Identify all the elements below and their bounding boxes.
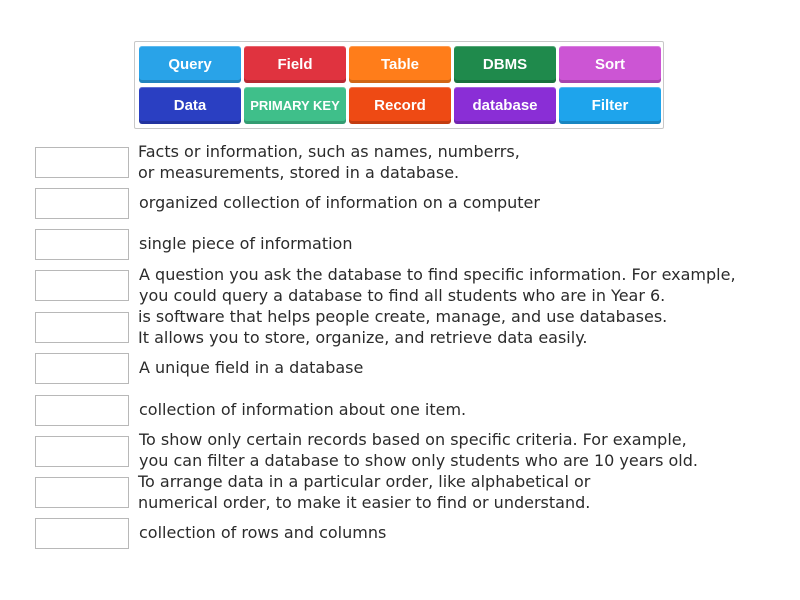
definition-text: single piece of information (139, 234, 353, 253)
definition-text: To arrange data in a particular order, like alphabetical or numerical order, to make it easier to find or understand. (138, 472, 591, 512)
answer-drop-box[interactable] (35, 353, 129, 384)
answer-drop-box[interactable] (35, 270, 129, 301)
answer-tile-bank (134, 41, 664, 129)
definition-text: A unique field in a database (139, 358, 364, 377)
answer-drop-box[interactable] (35, 436, 129, 467)
tile-record[interactable]: Record (349, 87, 451, 124)
definition-text: To show only certain records based on specific criteria. For example, you can filter a database to show only students who are 10 years old. (139, 430, 698, 470)
answer-drop-box[interactable] (35, 229, 129, 260)
definition-text: is software that helps people create, manage, and use databases. It allows you to store, organize, and retrieve data easily. (138, 307, 668, 347)
definition-text: organized collection of information on a computer (139, 193, 540, 212)
tile-dbms[interactable]: DBMS (454, 46, 556, 83)
definition-text: Facts or information, such as names, numberrs, or measurements, stored in a database. (138, 142, 520, 182)
tile-primary-key[interactable]: PRIMARY KEY (244, 87, 346, 124)
answer-drop-box[interactable] (35, 518, 129, 549)
tile-field[interactable]: Field (244, 46, 346, 83)
answer-drop-box[interactable] (35, 477, 129, 508)
definition-text: A question you ask the database to find specific information. For example, you could query a database to find all students who are in Year 6. (139, 265, 736, 305)
answer-drop-box[interactable] (35, 312, 129, 343)
tile-data[interactable]: Data (139, 87, 241, 124)
tile-filter[interactable]: Filter (559, 87, 661, 124)
answer-drop-box[interactable] (35, 395, 129, 426)
definition-text: collection of information about one item. (139, 400, 467, 419)
tile-table[interactable]: Table (349, 46, 451, 83)
tile-sort[interactable]: Sort (559, 46, 661, 83)
answer-drop-box[interactable] (35, 147, 129, 178)
answer-drop-box[interactable] (35, 188, 129, 219)
tile-query[interactable]: Query (139, 46, 241, 83)
tile-database[interactable]: database (454, 87, 556, 124)
definition-text: collection of rows and columns (139, 523, 387, 542)
